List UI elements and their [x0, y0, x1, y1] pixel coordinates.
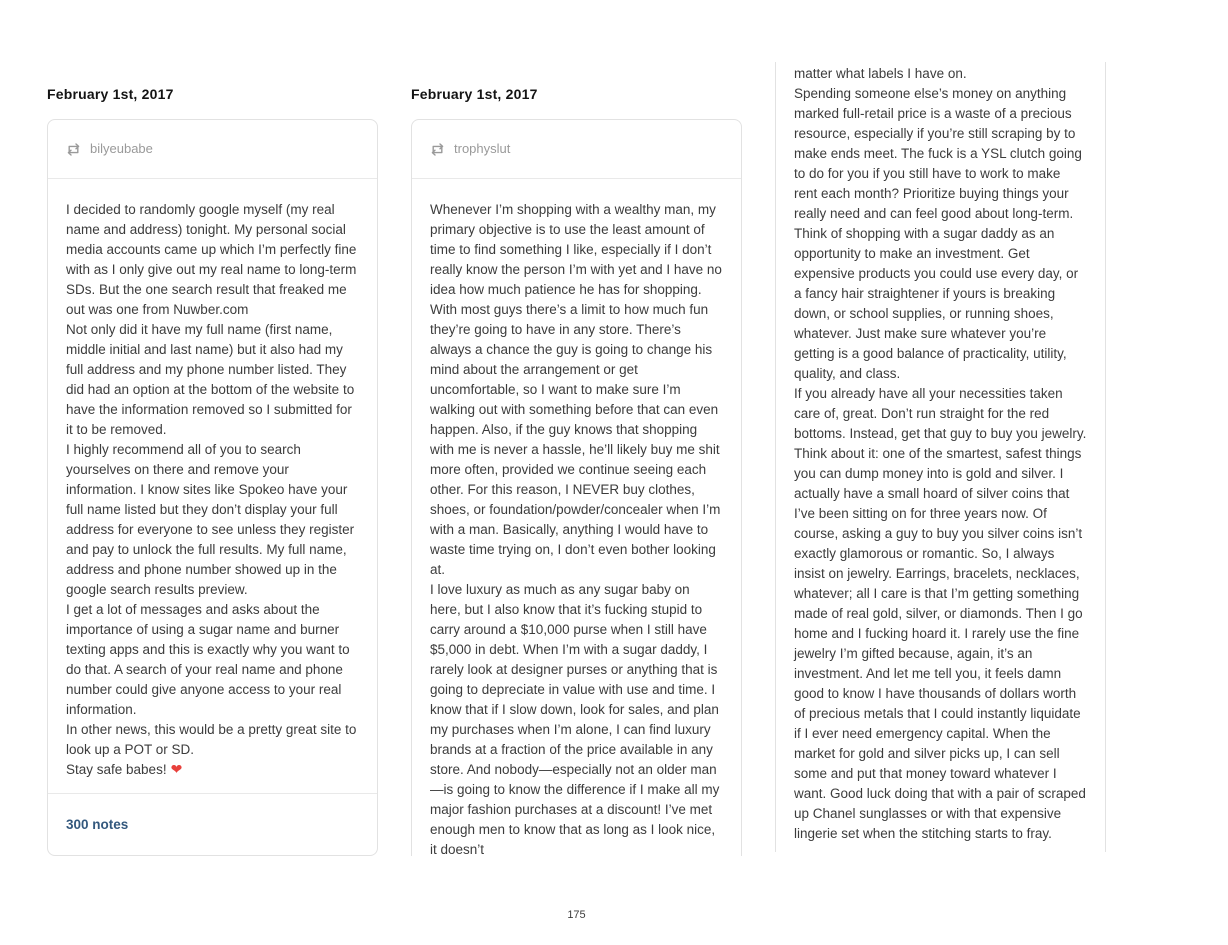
reblog-arrows-icon	[66, 143, 81, 156]
reblog-header	[412, 120, 741, 179]
post-body	[412, 179, 741, 856]
post-paragraph: Think about it: one of the smartest, safest things you can dump money into is gold and silver. I actually have a small hoard of silver coins that I’ve been sitting on for three years now. Of course, asking a guy to buy you silver coins isn’t exactly glamorous or romantic. So, I always insist on jewelry. Earrings, bracelets, necklaces, whatever; all I care is that I’m getting something made of real gold, silver, or diamonds. Then I go home and I fucking hoard it. I rarely use the fine jewelry I’m gifted because, again, it’s an investment. And let me tell you, it feels damn good to know I have thousands of dollars worth of precious metals that I could instantly liquidate if I ever need emergency capital. When the market for gold and silver picks up, I can sell some and put that money toward whatever I want. Good luck doing that with a pair of scraped up Chanel sunglasses or with that expensive lingerie set when the stitching starts to fray.	[794, 446, 1086, 841]
heart-emoji: ❤	[170, 762, 183, 778]
post-paragraph: In other news, this would be a pretty great site to look up a POT or SD.	[66, 722, 357, 757]
post-card	[47, 119, 378, 856]
reblog-source-username[interactable]: bilyeubabe	[90, 141, 153, 156]
post-paragraph: If you already have all your necessities taken care of, great. Don’t run straight for the red bottoms. Instead, get that guy to buy you jewelry.	[794, 386, 1087, 441]
post-paragraph: Stay safe babes! ❤	[66, 762, 183, 778]
post-card	[411, 119, 742, 856]
notes-count-link[interactable]: 300 notes	[66, 817, 129, 832]
post-paragraph: Spending someone else’s money on anything marked full-retail price is a waste of a precious resource, especially if you’re still scraping by to make ends meet. The fuck is a YSL clutch going to do for you if you still have to work to make rent each month? Prioritize buying things your really need and can feel good about long-term.	[794, 86, 1082, 221]
post-paragraph: I highly recommend all of you to search yourselves on there and remove your information. I know sites like Spokeo have your full name listed but they don’t display your full address for everyone to see unless they register and pay to unlock the full results. My full name, address and phone number showed up in the google search results preview.	[66, 442, 355, 597]
post-date-heading: February 1st, 2017	[411, 86, 538, 102]
post-body-continuation	[775, 62, 1106, 852]
post-body	[48, 179, 377, 793]
post-paragraph: Not only did it have my full name (first name, middle initial and last name) but it also had my full address and my phone number listed. They did had an option at the bottom of the website to have the information removed so I submitted for it to be removed.	[66, 322, 355, 437]
post-column-1	[47, 85, 378, 856]
post-date-heading: February 1st, 2017	[47, 86, 174, 102]
reblog-header	[48, 120, 377, 179]
post-paragraph: Whenever I’m shopping with a wealthy man, my primary objective is to use the least amount of time to find something I like, especially if I don’t really know the person I’m with yet and I have no idea how much patience he has for shopping. With most guys there’s a limit to how much fun they’re going to have in any store. There’s always a chance the guy is going to change his mind about the arrangement or get uncomfortable, so I want to make sure I’m walking out with something before that can even happen. Also, if the guy knows that shopping with me is never a hassle, he’ll likely buy me shit more often, provided we continue seeing each other. For this reason, I NEVER buy clothes, shoes, or foundation/powder/concealer when I’m with a man. Basically, anything I would have to waste time trying on, I don’t even bother looking at.	[430, 202, 722, 577]
post-paragraph: I love luxury as much as any sugar baby on here, but I also know that it’s fucking stupid to carry around a $10,000 purse when I still have $5,000 in debt. When I’m with a sugar daddy, I rarely look at designer purses or anything that is going to depreciate in value with use and time. I know that if I slow down, look for sales, and plan my purchases when I’m alone, I can find luxury brands at a fraction of the price available in any store. And nobody—especially not an older man—is going to know the difference if I make all my major fashion purchases at a discount! I’ve met enough men to know that as long as I look nice, it doesn’t	[430, 582, 720, 856]
reblog-arrows-icon	[430, 143, 445, 156]
post-footer	[48, 793, 377, 855]
reblog-source-username[interactable]: trophyslut	[454, 141, 511, 156]
post-paragraph: I decided to randomly google myself (my real name and address) tonight. My personal social media accounts came up which I’m perfectly fine with as I only give out my real name to long-term SDs. But the one search result that freaked me out was one from Nuwber.com	[66, 202, 357, 317]
post-paragraph: Think of shopping with a sugar daddy as an opportunity to make an investment. Get expensive products you could use every day, or a fancy hair straightener if yours is breaking down, or school supplies, or running shoes, whatever. Just make sure whatever you’re getting is a good balance of practicality, utility, quality, and class.	[794, 226, 1079, 381]
post-paragraph: matter what labels I have on.	[794, 66, 967, 81]
page-number: 175	[567, 909, 586, 921]
post-paragraph: I get a lot of messages and asks about the importance of using a sugar name and burner texting apps and this is exactly why you want to do that. A search of your real name and phone number could give anyone access to your real information.	[66, 602, 350, 717]
post-column-2	[411, 85, 742, 856]
